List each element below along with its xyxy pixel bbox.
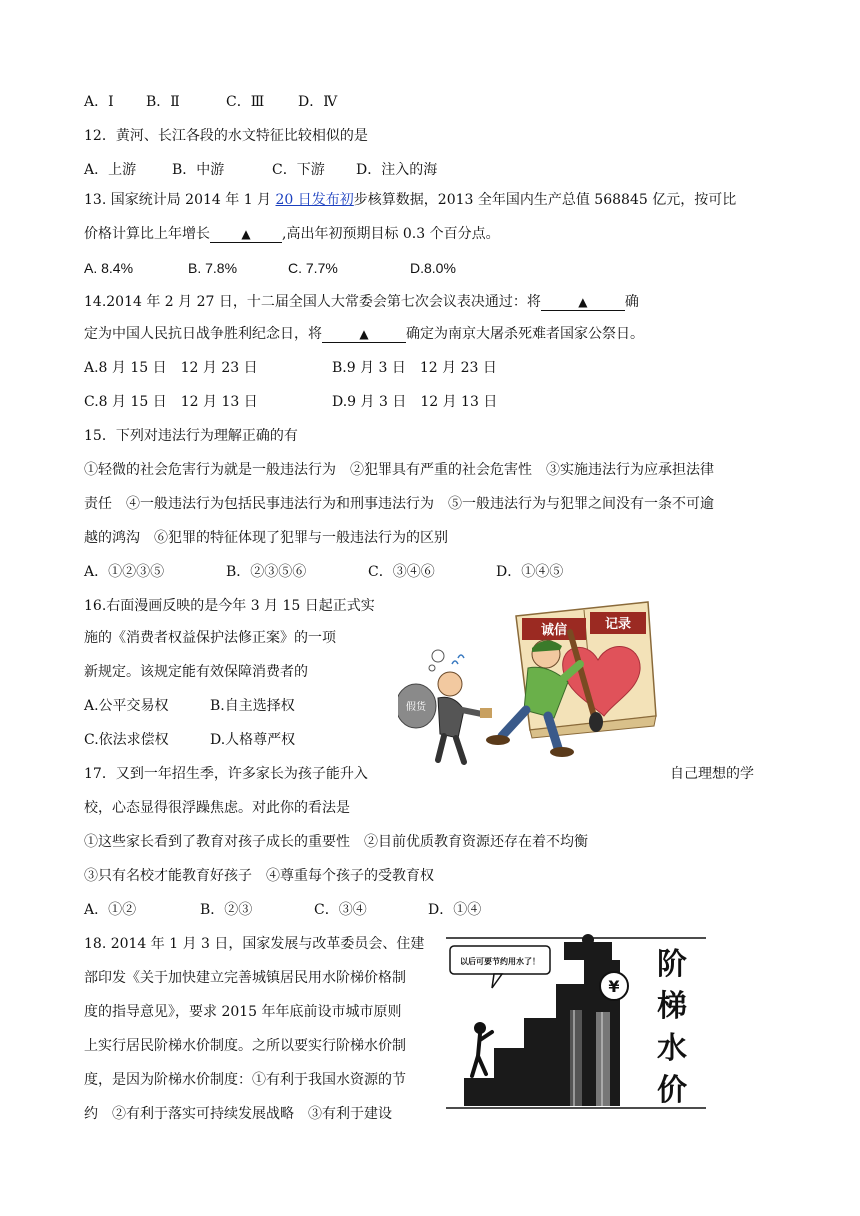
q16-option-d: D.人格尊严权 [210, 732, 296, 748]
q14-blank-2 [322, 326, 406, 343]
q18-line-5: 度，是因为阶梯水价制度：①有利于我国水资源的节 [84, 1072, 406, 1088]
q11-option-d: D．Ⅳ [298, 94, 338, 110]
q13-options [84, 258, 456, 278]
triangle-icon: ▲ [241, 227, 251, 241]
q18-line-6: 约 ②有利于落实可持续发展战略 ③有利于建设 [84, 1106, 392, 1122]
q16-option-a: A.公平交易权 [84, 698, 169, 714]
q16-options-row-1 [84, 696, 295, 716]
q11-option-c: C．Ⅲ [226, 94, 265, 110]
q15-option-b: B．②③⑤⑥ [226, 564, 307, 580]
q13-text-a: 13. 国家统计局 2014 年 1 月 [84, 192, 276, 208]
q15-body-3: 越的鸿沟 ⑥犯罪的特征体现了犯罪与一般违法行为的区别 [84, 530, 448, 546]
q13-text-c: 价格计算比上年增长 [84, 226, 210, 242]
q14-text-c: 定为中国人民抗日战争胜利纪念日，将 [84, 326, 322, 342]
q17-option-c: C．③④ [314, 902, 367, 918]
q15-body-2: 责任 ④一般违法行为包括民事违法行为和刑事违法行为 ⑤一般违法行为与犯罪之间没有一条不可逾 [84, 496, 714, 512]
q12-options [84, 160, 437, 180]
q15-option-a: A．①②③⑤ [84, 564, 165, 580]
q14-text-d: 确定为南京大屠杀死难者国家公祭日。 [406, 326, 644, 342]
q14-text-a: 14.2014 年 2 月 27 日，十二届全国人大常委会第七次会议表决通过：将 [84, 294, 541, 310]
book-title-right: 记录 [604, 617, 632, 632]
triangle-icon: ▲ [359, 327, 369, 341]
q13-blank [210, 226, 282, 243]
q16-options-row-2 [84, 730, 295, 750]
q14-line-2 [84, 324, 644, 344]
cartoon-title-char-2: 梯 [657, 989, 687, 1024]
q17-body-2: ③只有名校才能教育好孩子 ④尊重每个孩子的受教育权 [84, 868, 434, 884]
q16-line-2: 施的《消费者权益保护法修正案》的一项 [84, 630, 336, 646]
q17-option-b: B．②③ [200, 902, 253, 918]
q13-text-b: 步核算数据，2013 全年国内生产总值 568845 亿元，按可比 [353, 192, 737, 208]
q17-option-d: D．①④ [428, 902, 482, 918]
q16-option-b: B.自主选择权 [210, 698, 295, 714]
triangle-icon: ▲ [578, 295, 588, 309]
q14-options-row-1 [84, 358, 497, 378]
book-title-left: 诚信 [540, 623, 568, 638]
q18-cartoon-image [444, 930, 708, 1112]
q14-option-a: A.8 月 15 日 12 月 23 日 [84, 360, 258, 376]
q12-option-a: A．上游 [84, 162, 137, 178]
q17-body-1: ①这些家长看到了教育对孩子成长的重要性 ②目前优质教育资源还存在着不均衡 [84, 834, 588, 850]
bag-label: 假货 [406, 702, 426, 713]
cartoon-title-char-3: 水 [657, 1031, 687, 1066]
q12-option-c: C．下游 [272, 162, 325, 178]
q16-option-c: C.依法求偿权 [84, 732, 169, 748]
q14-option-c: C.8 月 15 日 12 月 13 日 [84, 394, 258, 410]
q15-option-d: D．①④⑤ [496, 564, 564, 580]
q13-link[interactable]: 20 日发布初 [275, 192, 354, 208]
cartoon-title-char-1: 阶 [657, 947, 687, 982]
q13-option-c: C. 7.7% [288, 260, 338, 276]
q15-stem: 15．下列对违法行为理解正确的有 [84, 428, 298, 444]
q14-option-d: D.9 月 3 日 12 月 13 日 [332, 394, 498, 410]
q12-option-d: D．注入的海 [356, 162, 438, 178]
q13-line-1 [84, 190, 736, 210]
cartoon-title-char-4: 价 [657, 1073, 687, 1108]
q11-option-a: A．Ⅰ [84, 94, 114, 110]
q12-stem: 12．黄河、长江各段的水文特征比较相似的是 [84, 128, 368, 144]
q15-options [84, 562, 563, 582]
q17-line-1a: 17．又到一年招生季，许多家长为孩子能升入 [84, 766, 368, 782]
speech-text: 以后可要节约用水了！ [460, 957, 540, 966]
q16-line-1: 16.右面漫画反映的是今年 3 月 15 日起正式实 [84, 598, 375, 614]
q17-option-a: A．①② [84, 902, 137, 918]
q17-line-1b: 自己理想的学 [670, 766, 754, 782]
q18-line-1: 18. 2014 年 1 月 3 日，国家发展与改革委员会、住建 [84, 936, 425, 952]
q15-option-c: C．③④⑥ [368, 564, 435, 580]
q16-line-3: 新规定。该规定能有效保障消费者的 [84, 664, 308, 680]
q14-options-row-2 [84, 392, 497, 412]
q13-text-d: ,高出年初预期目标 0.3 个百分点。 [282, 226, 500, 242]
q11-option-b: B．Ⅱ [146, 94, 180, 110]
q13-option-b: B. 7.8% [188, 260, 238, 276]
q13-option-a: A. 8.4% [84, 260, 134, 276]
q18-line-3: 度的指导意见》，要求 2015 年年底前设市城市原则 [84, 1004, 402, 1020]
q13-option-d: D.8.0% [410, 260, 456, 276]
q14-text-b: 确 [624, 294, 639, 310]
q11-options [84, 92, 337, 112]
q12-option-b: B．中游 [172, 162, 225, 178]
q17-options [84, 900, 481, 920]
q15-body-1: ①轻微的社会危害行为就是一般违法行为 ②犯罪具有严重的社会危害性 ③实施违法行为应承担法律 [84, 462, 714, 478]
q18-line-2: 部印发《关于加快建立完善城镇居民用水阶梯价格制 [84, 970, 406, 986]
q18-line-4: 上实行居民阶梯水价制度。之所以要实行阶梯水价制 [84, 1038, 406, 1054]
q14-option-b: B.9 月 3 日 12 月 23 日 [332, 360, 497, 376]
q16-cartoon-image [398, 598, 660, 770]
q17-line-2: 校，心态显得很浮躁焦虑。对此你的看法是 [84, 800, 350, 816]
yen-icon: ¥ [608, 977, 620, 996]
q14-line-1 [84, 292, 639, 312]
q13-line-2 [84, 224, 500, 244]
q14-blank-1 [541, 294, 625, 311]
